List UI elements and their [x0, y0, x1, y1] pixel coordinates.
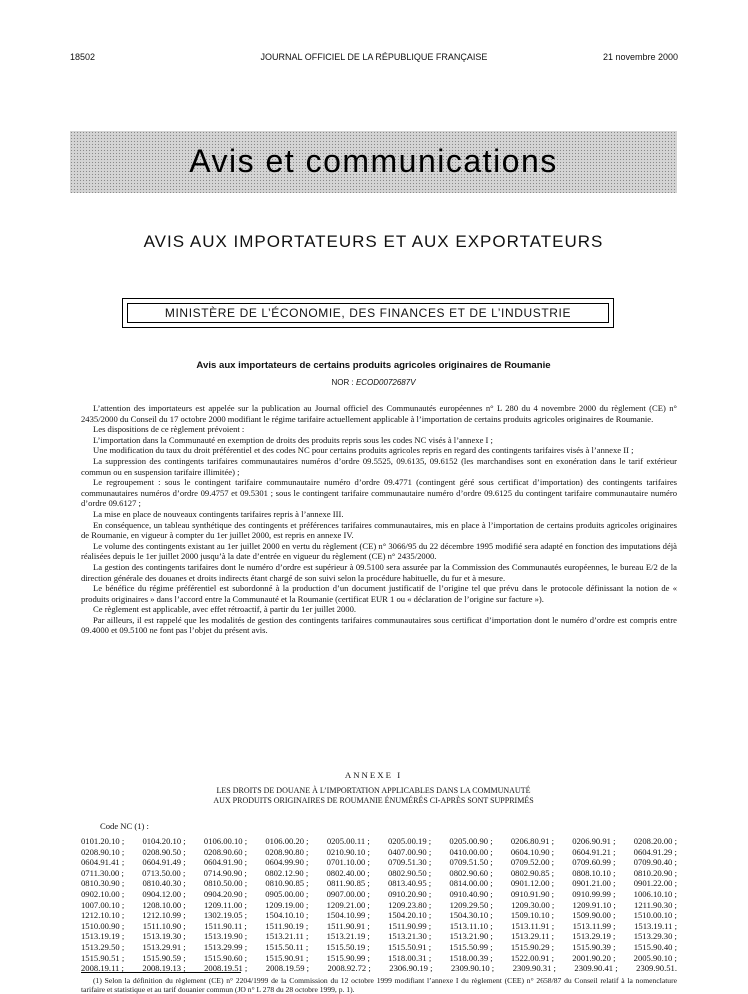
nc-code: 1209.30.00 ; [511, 899, 555, 910]
nc-code: 0104.20.10 ; [142, 836, 186, 846]
nc-code: 1515.90.29 ; [510, 941, 555, 952]
nc-code: 0709.60.99 ; [572, 857, 616, 868]
nc-code: 1208.10.00 ; [142, 899, 186, 910]
nc-code: 0709.51.30 ; [388, 857, 432, 868]
nc-code: 1515.90.59 ; [142, 952, 186, 963]
nc-code: 1007.00.10 ; [81, 899, 125, 910]
nc-code: 0205.00.19 ; [387, 836, 432, 846]
nor-label: NOR : [331, 378, 354, 387]
nc-code: 1515.50.19 ; [326, 941, 370, 952]
nc-code: 1515.90.39 ; [572, 941, 616, 952]
nc-code: 1513.29.50 ; [81, 941, 125, 952]
nc-code: 1513.19.19 ; [81, 931, 125, 942]
nc-code: 0604.91.90 ; [203, 857, 248, 868]
paragraph: Le volume des contingents existant au 1er juillet 2000 en vertu du règlement (CE) n° 3066/95 du 22 décembre 1995 modifié sera adapté en fonction des imputations déjà réalisées depuis le 1er juillet 2000 jusqu’à la date d’entrée en vigueur du règlement (CE) n° 2435/2000. [81, 540, 677, 562]
nc-code: 0905.00.00 ; [265, 888, 309, 899]
nc-code: 1515.90.99 ; [326, 952, 370, 963]
paragraph: Ce règlement est applicable, avec effet rétroactif, à partir du 1er juillet 2000. [93, 604, 357, 615]
nc-code: 0910.40.90 ; [449, 888, 493, 899]
nc-code: 0101.20.10 ; [81, 836, 125, 846]
code-row [81, 942, 677, 953]
nc-code: 1513.29.99 ; [203, 941, 248, 952]
nc-code: 1209.91.10 ; [572, 899, 616, 910]
annexe-subtitle-line: AUX PRODUITS ORIGINAIRES DE ROUMANIE ÉNUMÉRÉS CI-APRÈS SONT SUPPRIMÉS [213, 796, 534, 805]
nor-reference [70, 378, 677, 387]
nc-code: 2001.90.20 ; [572, 952, 616, 963]
nc-code: 0205.00.11 ; [326, 836, 370, 846]
paragraph: Le bénéfice du régime préférentiel est subordonné à la production d’un document justificatif de l’origine tel que prévu dans le protocole définissant la notion de « produits originaires » dans l’accord entre la Communauté et la Roumanie (certificat EUR 1 ou « déclaration de l’origine sur facture »). [81, 583, 677, 604]
paragraph: La gestion des contingents tarifaires dont le numéro d’ordre est supérieur à 09.5100 sera assurée par la Commission des Communautés européennes, le bureau E/2 de la direction générale des douanes et droits indirects étant chargé de son suivi selon la procédure habituelle, du fur et à mesure. [81, 561, 677, 583]
annexe-title: ANNEXE I [344, 770, 403, 780]
nor-code: ECOD0072687V [355, 378, 416, 387]
nc-code: 0901.22.00 ; [633, 878, 677, 889]
nc-code: 0604.91.21 ; [572, 846, 616, 857]
nc-code: 1511.90.19 ; [265, 920, 309, 931]
nc-code: 1212.10.10 ; [81, 910, 125, 921]
paragraph: Les dispositions de ce règlement prévoient : [93, 424, 245, 435]
nc-code: 0604.91.49 ; [142, 857, 186, 868]
nc-code: 0910.99.99 ; [572, 888, 616, 899]
nc-code: 1522.00.91 ; [510, 952, 555, 963]
nc-code: 0208.90.10 ; [81, 846, 125, 857]
footnote-rule [81, 972, 241, 973]
nc-code: 1513.19.30 ; [142, 931, 186, 942]
issue-date: 21 novembre 2000 [602, 52, 678, 62]
section-title: AVIS AUX IMPORTATEURS ET AUX EXPORTATEURS [143, 232, 604, 251]
nc-code: 2309.90.31 ; [512, 963, 556, 974]
nc-code: 1504.10.99 ; [326, 910, 370, 921]
nc-code: 0901.12.00 ; [510, 878, 555, 889]
nc-code: 0208.90.80 ; [265, 846, 309, 857]
nc-code: 0206.80.91 ; [510, 836, 555, 846]
banner-title: Avis et communications [189, 143, 558, 179]
nc-code: 1212.10.99 ; [142, 910, 186, 921]
nc-code: 0410.00.00 ; [449, 846, 493, 857]
nc-code: 0709.52.00 ; [510, 857, 555, 868]
nc-code: 0106.00.10 ; [203, 836, 248, 846]
page-header [70, 50, 678, 64]
annexe-subtitle [70, 786, 677, 806]
nc-code: 0210.90.10 ; [326, 846, 370, 857]
paragraph: L’attention des importateurs est appelée sur la publication au Journal officiel des Communautés européennes n° L 280 du 4 novembre 2000 du règlement (CE) n° 2435/2000 du Conseil du 17 octobre 2000 modifiant le régime tarifaire actuellement applicable à l’importation de certains produits agricoles originaires de Roumanie. [81, 403, 677, 424]
nc-code: 1513.19.11 ; [634, 920, 677, 931]
notice-title: Avis aux importateurs de certains produits agricoles originaires de Roumanie [196, 360, 551, 371]
nc-code: 1510.00.90 ; [81, 920, 125, 931]
nc-code: 0206.90.91 ; [572, 836, 616, 846]
nc-code: 1513.19.90 ; [203, 931, 248, 942]
nc-code: 1513.29.91 ; [142, 941, 186, 952]
nc-code: 1513.21.19 ; [326, 931, 370, 942]
nc-code: 2309.90.10 ; [450, 963, 495, 974]
nc-code: 1515.90.91 ; [265, 952, 309, 963]
nc-code: 1513.21.90 ; [449, 931, 493, 942]
nc-code: 1302.19.05 ; [203, 910, 248, 921]
nc-code: 1515.90.51 ; [81, 952, 125, 963]
nc-code: 1209.23.80 ; [388, 899, 432, 910]
nc-code: 1510.00.10 ; [633, 910, 677, 921]
nc-code: 1511.90.99 ; [388, 920, 432, 931]
nc-code: 1504.20.10 ; [388, 910, 432, 921]
nc-code: 0904.12.00 ; [142, 888, 186, 899]
nc-code: 1513.29.19 ; [572, 931, 616, 942]
nc-code: 0814.00.00 ; [449, 878, 493, 889]
paragraph: La mise en place de nouveaux contingents tarifaires repris à l’annexe III. [93, 508, 344, 519]
nc-code: 1209.11.00 ; [203, 899, 247, 910]
nc-code: 1211.90.30 ; [634, 899, 677, 910]
nc-code: 1515.50.91 ; [387, 941, 432, 952]
nc-code: 0604.99.90 ; [265, 857, 309, 868]
nc-code: 0802.12.90 ; [265, 867, 309, 878]
notice-body [81, 403, 677, 636]
nc-code: 0802.40.00 ; [326, 867, 370, 878]
nc-code: 1511.10.90 ; [142, 920, 186, 931]
nc-code: 0907.00.00 ; [326, 888, 370, 899]
paragraph: Par ailleurs, il est rappelé que les modalités de gestion des contingents tarifaires communautaires sous certificat d’importation dont le numéro d’ordre est compris entre 09.4000 et 09.5100 ne font pas l’objet du présent avis. [81, 614, 677, 636]
nc-code: 1509.10.10 ; [510, 910, 555, 921]
nc-code: 2005.90.10 ; [633, 952, 677, 963]
nc-code: 1515.90.60 ; [203, 952, 248, 963]
nc-code: 0802.90.50 ; [387, 867, 432, 878]
nc-code: 0709.51.50 ; [449, 857, 493, 868]
nc-code: 0208.90.50 ; [142, 846, 186, 857]
nc-code: 1513.11.99 ; [572, 920, 616, 931]
paragraph: En conséquence, un tableau synthétique des contingents et préférences tarifaires communautaires, mis en place à l’importation de certains produits agricoles originaires de Roumanie, en vigueur à compter du 1er juillet 2000, est repris en annexe IV. [81, 519, 677, 541]
nc-code: 2008.92.72 ; [327, 963, 371, 974]
nc-code: 1209.29.50 ; [449, 899, 493, 910]
nc-code: 1209.19.00 ; [265, 899, 309, 910]
nc-code: 1513.11.10 ; [449, 920, 493, 931]
paragraph: L’importation dans la Communauté en exemption de droits des produits repris sous les codes NC visés à l’annexe I ; [93, 434, 493, 445]
nc-code: 2008.19.51 ; [204, 963, 248, 974]
nc-code: 2309.90.51. [636, 963, 677, 974]
nc-code: 0604.91.41 ; [81, 857, 125, 868]
nc-code: 1509.90.00 ; [572, 910, 616, 921]
nc-code: 1515.90.40 ; [633, 941, 677, 952]
nc-code: 1518.00.39 ; [449, 952, 493, 963]
nc-code: 0904.20.90 ; [203, 888, 248, 899]
nc-code: 0713.50.00 ; [142, 867, 186, 878]
section-banner [70, 131, 677, 193]
code-row [81, 910, 677, 921]
nc-code: 1513.21.11 ; [265, 931, 309, 942]
nc-code: 1513.29.30 ; [633, 931, 677, 942]
nc-code: 1513.29.11 ; [511, 931, 554, 942]
nc-code: 0810.90.85 ; [265, 878, 309, 889]
code-row [81, 857, 677, 868]
nc-code: 2309.90.41 ; [574, 963, 618, 974]
nc-code: 1504.10.10 ; [265, 910, 309, 921]
nc-code: 0711.30.00 ; [81, 867, 124, 878]
codes-label: Code NC (1) : [100, 821, 149, 831]
nc-code: 0604.91.29 ; [633, 846, 677, 857]
nc-code: 0810.20.90 ; [633, 867, 677, 878]
nc-code: 0902.10.00 ; [81, 888, 125, 899]
nc-code: 0106.00.20 ; [265, 836, 309, 846]
paragraph: La suppression des contingents tarifaires communautaires numéros d’ordre 09.5525, 09.6135, 09.6152 (les marchandises sont en exonération dans le tarif extérieur commun ou en suspension tarifaire illimitée) ; [81, 455, 677, 477]
nc-code: 0802.90.85 ; [510, 867, 555, 878]
page-number: 18502 [70, 52, 96, 62]
nc-code: 0910.91.90 ; [510, 888, 555, 899]
code-row [81, 889, 677, 900]
nc-code: 0901.21.00 ; [572, 878, 616, 889]
ministry-name: MINISTÈRE DE L’ÉCONOMIE, DES FINANCES ET DE L’INDUSTRIE [164, 306, 572, 320]
nc-code: 1513.11.91 ; [511, 920, 555, 931]
annexe-subtitle-line: LES DROITS DE DOUANE À L’IMPORTATION APPLICABLES DANS LA COMMUNAUTÉ [216, 786, 531, 795]
nc-code: 0208.90.60 ; [203, 846, 248, 857]
nc-code-table [81, 836, 677, 974]
nc-code: 0808.10.10 ; [572, 867, 616, 878]
nc-code: 2008.19.11 ; [81, 963, 124, 974]
nc-code: 1511.90.11 ; [204, 920, 247, 931]
nc-code: 0910.20.90 ; [388, 888, 432, 899]
nc-code: 1511.90.91 ; [326, 920, 370, 931]
nc-code: 0701.10.00 ; [326, 857, 370, 868]
nc-code: 0714.90.90 ; [203, 867, 247, 878]
nc-code: 1515.50.11 ; [265, 941, 309, 952]
nc-code: 0810.50.00 ; [203, 878, 248, 889]
code-row [81, 921, 677, 932]
nc-code: 1209.21.00 ; [326, 899, 370, 910]
code-row [81, 900, 677, 911]
nc-code: 1513.21.30 ; [388, 931, 432, 942]
footnote [81, 976, 677, 994]
nc-code: 0407.00.90 ; [388, 846, 432, 857]
nc-code: 1006.10.10 ; [633, 888, 677, 899]
nc-code: 2008.19.59 ; [265, 963, 310, 974]
code-row [81, 878, 677, 889]
nc-code: 0810.30.90 ; [81, 878, 125, 889]
code-row [81, 847, 677, 858]
footnote-text: (1) Selon la définition du règlement (CE) n° 2204/1999 de la Commission du 12 octobre 1999 modifiant l’annexe I du règlement (CEE) n° 2658/87 du Conseil relatif à la nomenclature tarifaire et statistique et au tarif douanier commun (JO n° L 278 du 28 octobre 1999, p. 1). [81, 976, 677, 994]
code-row [81, 953, 677, 964]
nc-code: 0811.90.85 ; [326, 878, 370, 889]
nc-code: 1515.50.99 ; [449, 941, 493, 952]
nc-code: 0604.10.90 ; [510, 846, 555, 857]
nc-code: 0208.20.00 ; [633, 836, 677, 846]
nc-code: 2008.19.13 ; [142, 963, 186, 974]
ministry-box [122, 298, 614, 328]
nc-code: 0709.90.40 ; [633, 857, 677, 868]
journal-title: JOURNAL OFFICIEL DE LA RÉPUBLIQUE FRANÇAISE [260, 52, 488, 62]
nc-code: 1518.00.31 ; [388, 952, 432, 963]
nc-code: 0813.40.95 ; [387, 878, 432, 889]
nc-code: 0205.00.90 ; [449, 836, 493, 846]
nc-code: 0802.90.60 ; [449, 867, 493, 878]
paragraph: Une modification du taux du droit préférentiel et des codes NC pour certains produits agricoles repris en regard des contingents tarifaires visés à l’annexe II ; [93, 445, 634, 456]
nc-code: 1504.30.10 ; [449, 910, 493, 921]
code-row [81, 836, 677, 847]
code-row [81, 931, 677, 942]
code-row [81, 868, 677, 879]
nc-code: 2306.90.19 ; [389, 963, 433, 974]
nc-code: 0810.40.30 ; [142, 878, 186, 889]
paragraph: Le regroupement : sous le contingent tarifaire communautaire numéro d’ordre 09.4771 (contingent géré sous certificat d’importation) des contingents tarifaires communautaires numéros d’ordre 09.4757 et 09.5301 ; sous le contingent tarifaire communautaire numéro d’ordre 09.6125 du contingent tarifaire communautaire numéro d’ordre 09.6127 ; [81, 477, 677, 509]
